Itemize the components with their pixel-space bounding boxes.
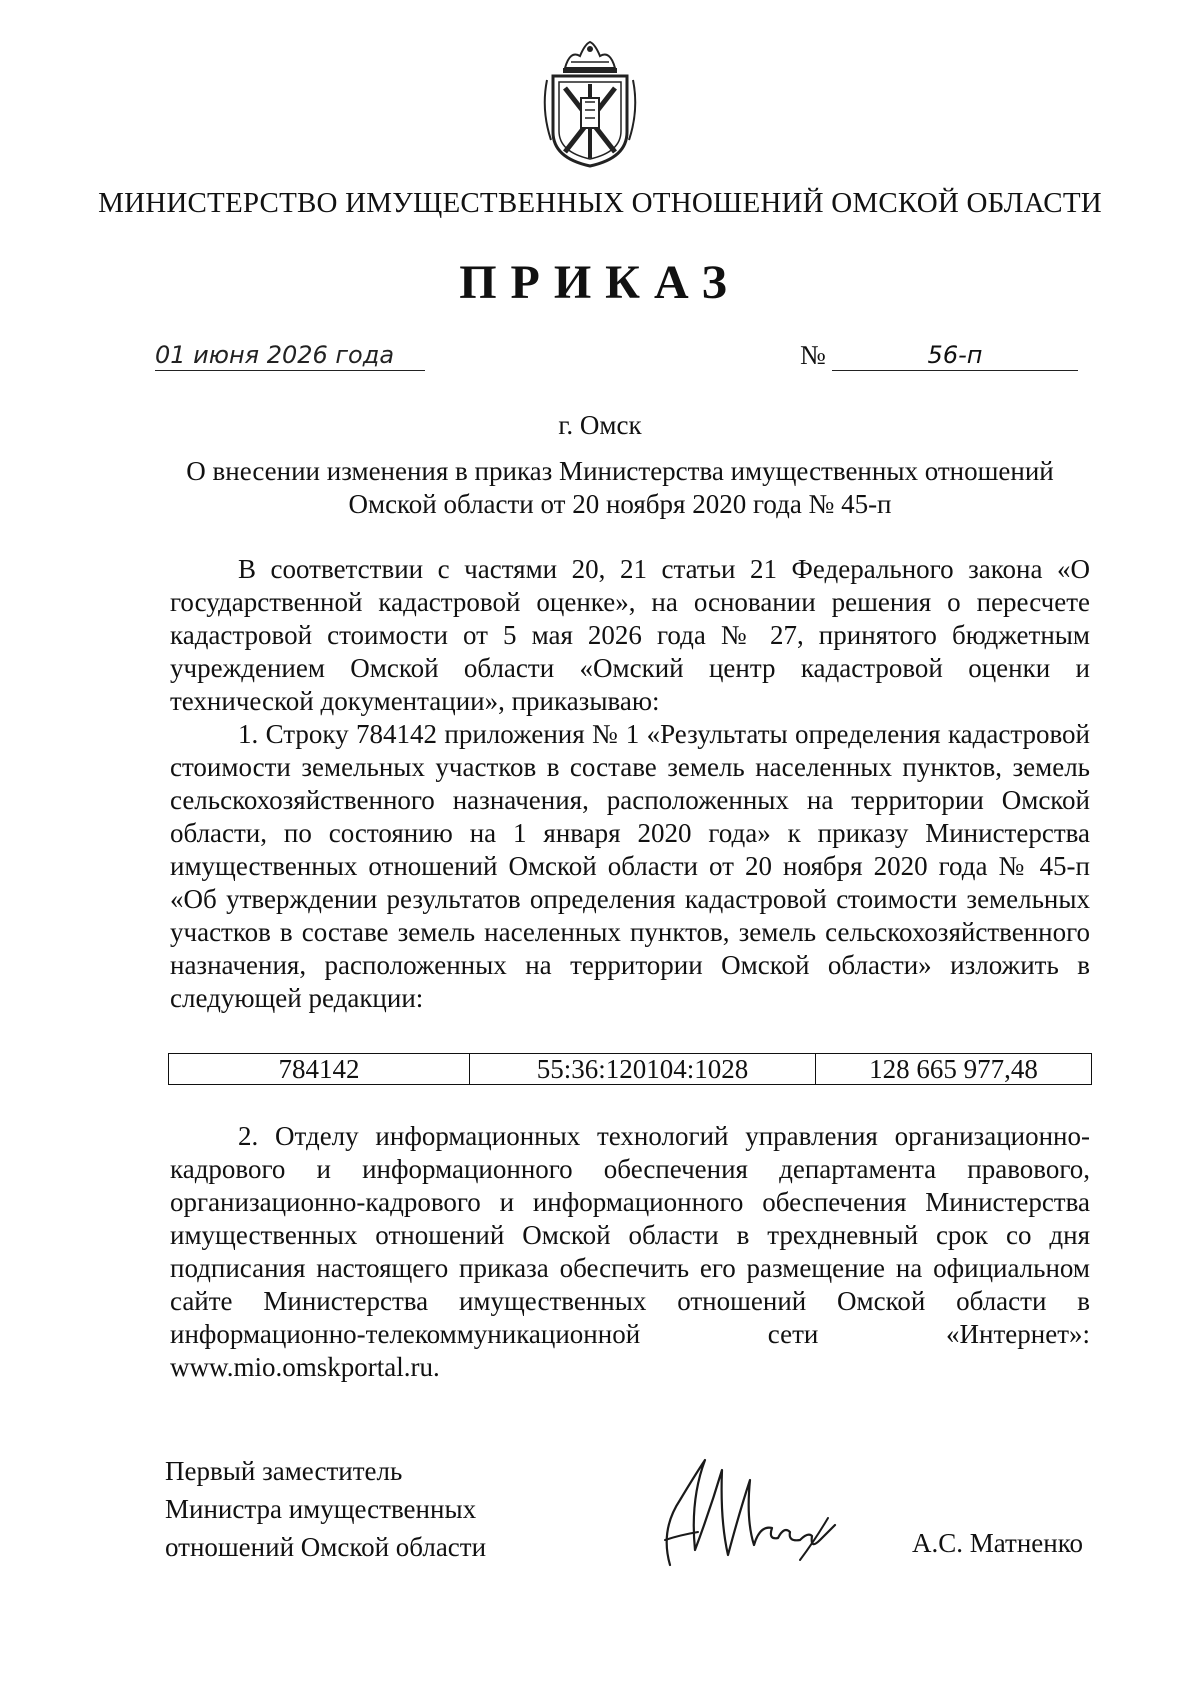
signer-position-line-2: Министра имущественных [165,1494,477,1524]
city: г. Омск [558,410,642,440]
cadastral-row-table [168,1053,1092,1085]
item-2-paragraph: 2. Отделу информационных технологий управления организационно-кадрового и информационного обеспечения департамента правового, организационно-кадрового и информационного обеспечения Министерства имущественных отношений Омской области в трехдневный срок со дня подписания настоящего приказа обеспечить его размещение на официальном сайте Министерства имущественных отношений Омской области в информационно-телекоммуникационной сети «Интернет»: www.mio.omskportal.ru. [170,1121,1090,1382]
preamble-paragraph: В соответствии с частями 20, 21 статьи 21 Федерального закона «О государственной кадастровой оценке», на основании решения о пересчете кадастровой стоимости от 5 мая 2026 года № 27, принятого бюджетным учреждением Омской области «Омский центр кадастровой оценки и технической документации», приказываю: [170,554,1090,716]
cadastral-number-cell: 55:36:120104:1028 [470,1054,816,1085]
order-number: 56-п [832,340,1078,371]
ministry-name: МИНИСТЕРСТВО ИМУЩЕСТВЕННЫХ ОТНОШЕНИЙ ОМСКОЙ ОБЛАСТИ [98,187,1102,219]
order-date: 01 июня 2026 года [155,340,425,371]
document-title: ПРИКАЗ [459,256,741,309]
signer-position [165,1452,486,1566]
handwritten-signature [650,1440,850,1580]
item-1-paragraph: 1. Строку 784142 приложения № 1 «Результаты определения кадастровой стоимости земельных участков в составе земель населенных пунктов, земель сельскохозяйственного назначения, расположенных на территории Омской области, по состоянию на 1 января 2020 года» к приказу Министерства имущественных отношений Омской области от 20 ноября 2020 года № 45-п «Об утверждении результатов определения кадастровой стоимости земельных участков в составе земель населенных пунктов, земель сельскохозяйственного назначения, расположенных на территории Омской области» изложить в следующей редакции: [170,719,1090,1013]
order-number-label: № [800,340,826,370]
cadastral-value-cell: 128 665 977,48 [816,1054,1092,1085]
signer-name: А.С. Матненко [912,1528,1083,1558]
table-row [169,1054,1092,1085]
subject-line-1: О внесении изменения в приказ Министерства имущественных отношений [186,456,1054,486]
subject-line-2: Омской области от 20 ноября 2020 года № 45-п [348,489,892,519]
row-number-cell: 784142 [169,1054,470,1085]
order-subject [150,455,1090,521]
signer-position-line-1: Первый заместитель [165,1456,403,1486]
signer-position-line-3: отношений Омской области [165,1532,487,1562]
coat-of-arms-emblem [535,40,645,170]
